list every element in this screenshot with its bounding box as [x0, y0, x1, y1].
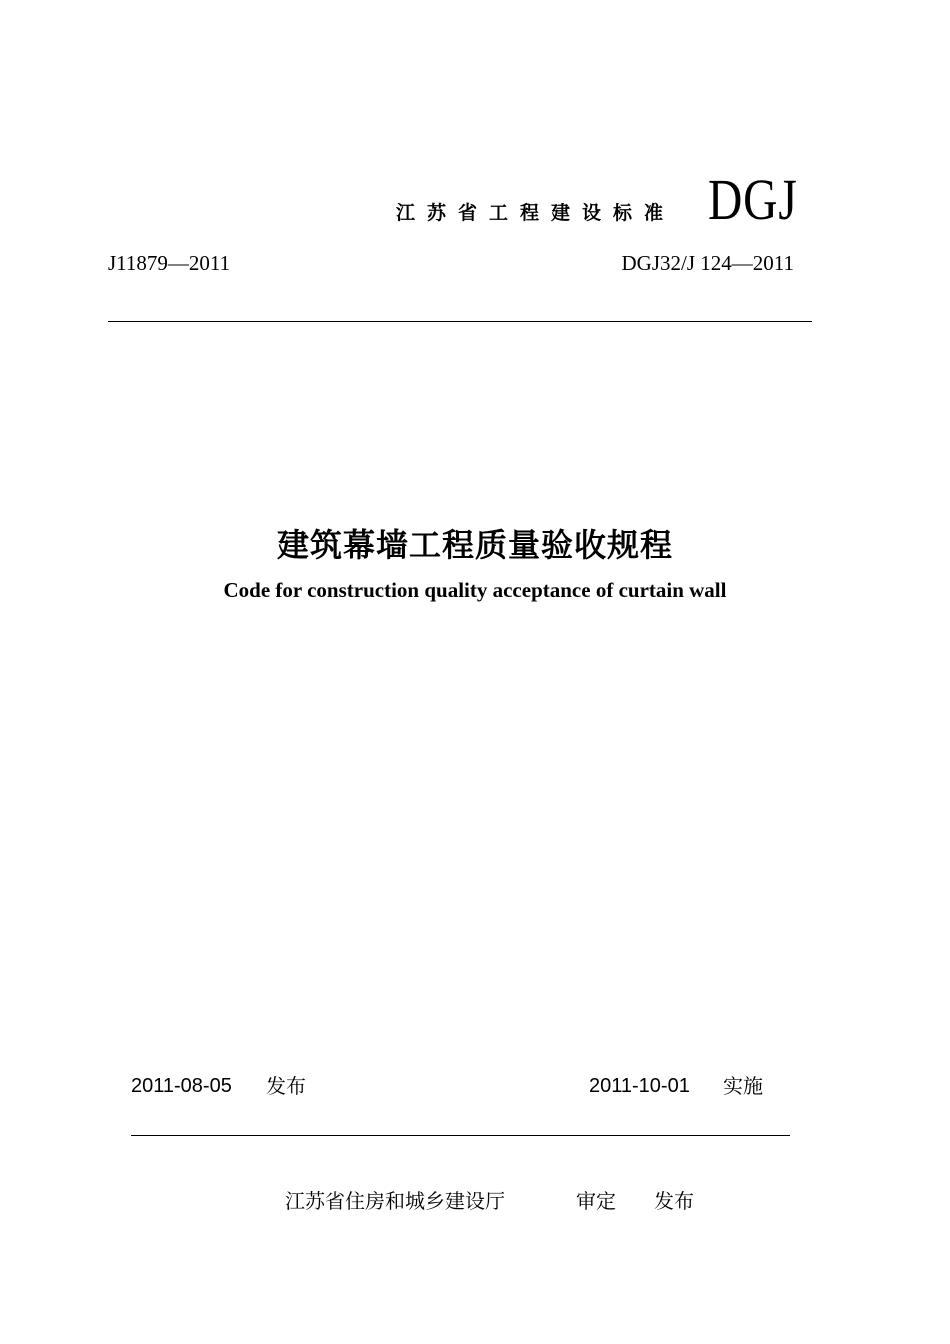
- standard-series-label: 江苏省工程建设标准: [396, 202, 676, 224]
- document-title-english: Code for construction quality acceptance of curtain wall: [223, 578, 727, 602]
- implementation-label: 实施: [723, 1074, 763, 1098]
- standard-number: DGJ32/J 124—2011: [621, 251, 794, 275]
- issue-date: 2011-08-05: [131, 1075, 232, 1097]
- publisher-name: 江苏省住房和城乡建设厅: [285, 1189, 505, 1213]
- series-code-mark: DGJ: [708, 167, 798, 232]
- bottom-divider: [131, 1135, 790, 1136]
- top-divider: [108, 321, 812, 322]
- release-label: 发布: [654, 1189, 694, 1213]
- issue-label: 发布: [266, 1074, 306, 1098]
- implementation-date: 2011-10-01: [589, 1075, 690, 1097]
- approve-label: 审定: [576, 1189, 616, 1213]
- record-number: J11879—2011: [108, 251, 231, 275]
- document-title-chinese: 建筑幕墙工程质量验收规程: [276, 526, 673, 564]
